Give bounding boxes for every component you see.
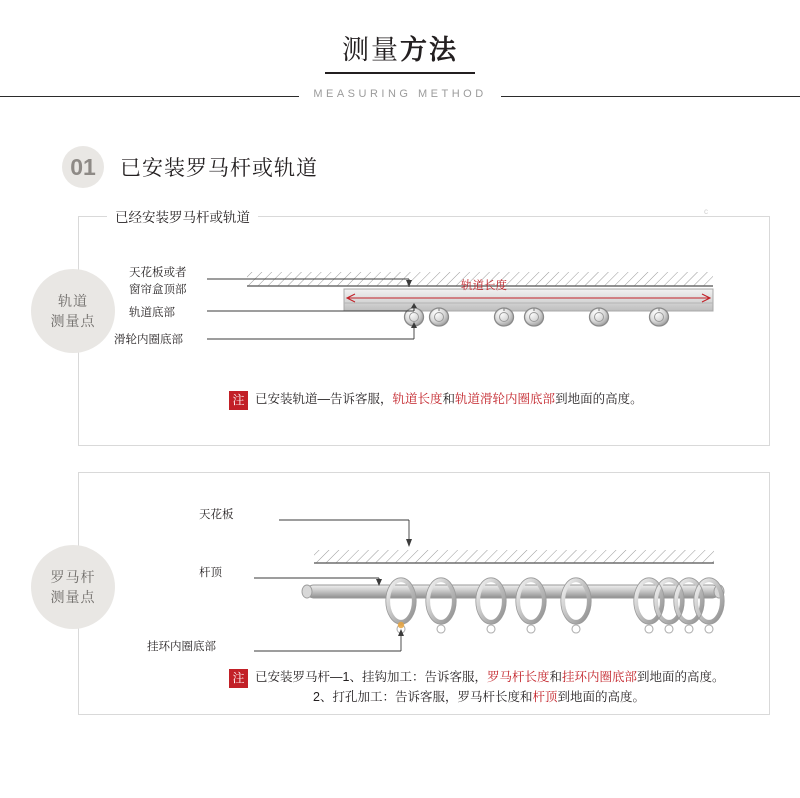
panel-track xyxy=(50,207,770,446)
panel-rod xyxy=(50,472,770,715)
label-ceiling-line2: 窗帘盒顶部 xyxy=(129,284,187,297)
label-rod-top: 杆顶 xyxy=(199,567,222,580)
section-title: 已安装罗马杆或轨道 xyxy=(120,157,318,181)
note-track-c: 和 xyxy=(442,392,456,407)
section-number-badge: 01 xyxy=(62,146,104,188)
label-ceiling-line1: 天花板或者 xyxy=(129,267,187,280)
note-rod-l1d: 挂环内圈底部 xyxy=(561,670,637,685)
note-track-e: 到地面的高度。 xyxy=(555,392,643,407)
note-track xyxy=(229,389,643,410)
label-track-length: 轨道长度 xyxy=(461,280,507,293)
track-diagram xyxy=(79,217,769,445)
note-track-d: 轨道滑轮内圈底部 xyxy=(455,392,556,407)
note-track-b: 轨道长度 xyxy=(392,392,443,407)
note-badge-icon-rod: 注 xyxy=(229,669,248,688)
decorative-mark: c xyxy=(704,207,708,217)
page-header xyxy=(0,0,800,102)
label-track-bottom: 轨道底部 xyxy=(129,307,175,320)
bubble-rod-line1: 罗马杆 xyxy=(50,569,96,586)
page-subtitle: MEASURING METHOD xyxy=(299,88,500,100)
bubble-rod-line2: 测量点 xyxy=(50,589,96,606)
panel-track-caption: 已经安装罗马杆或轨道 xyxy=(107,206,258,226)
label-ceiling-or-box xyxy=(129,265,187,298)
page-title-light: 测量 xyxy=(342,35,400,65)
page-title-bold: 方法 xyxy=(400,35,458,65)
note-rod-l2a: 2、打孔加工：告诉客服，罗马杆长度和 xyxy=(313,690,533,705)
label-ring-inner-bottom: 挂环内圈底部 xyxy=(147,641,216,654)
bubble-track-measure-point xyxy=(31,269,115,353)
label-ceiling: 天花板 xyxy=(199,509,234,522)
note-rod-text xyxy=(255,667,725,707)
bubble-track-line2: 测量点 xyxy=(50,313,96,330)
note-track-text xyxy=(255,389,643,409)
note-badge-icon: 注 xyxy=(229,391,248,410)
bubble-rod-measure-point xyxy=(31,545,115,629)
page-title xyxy=(325,34,475,74)
note-rod xyxy=(229,667,725,707)
note-rod-l1c: 和 xyxy=(549,670,562,685)
note-rod-l2b: 杆顶 xyxy=(532,690,558,705)
note-rod-l1b: 罗马杆长度 xyxy=(486,670,550,685)
note-track-a: 已安装轨道—告诉客服， xyxy=(255,392,393,407)
note-rod-l2c: 到地面的高度。 xyxy=(557,690,645,705)
label-roller-inner-bottom: 滑轮内圈底部 xyxy=(114,334,183,347)
note-rod-l1a: 已安装罗马杆—1、挂钩加工：告诉客服， xyxy=(255,670,487,685)
section-heading xyxy=(0,146,800,188)
panel-wrap-track xyxy=(0,207,800,715)
note-rod-l1e: 到地面的高度。 xyxy=(637,670,725,685)
bubble-track-line1: 轨道 xyxy=(58,293,88,310)
